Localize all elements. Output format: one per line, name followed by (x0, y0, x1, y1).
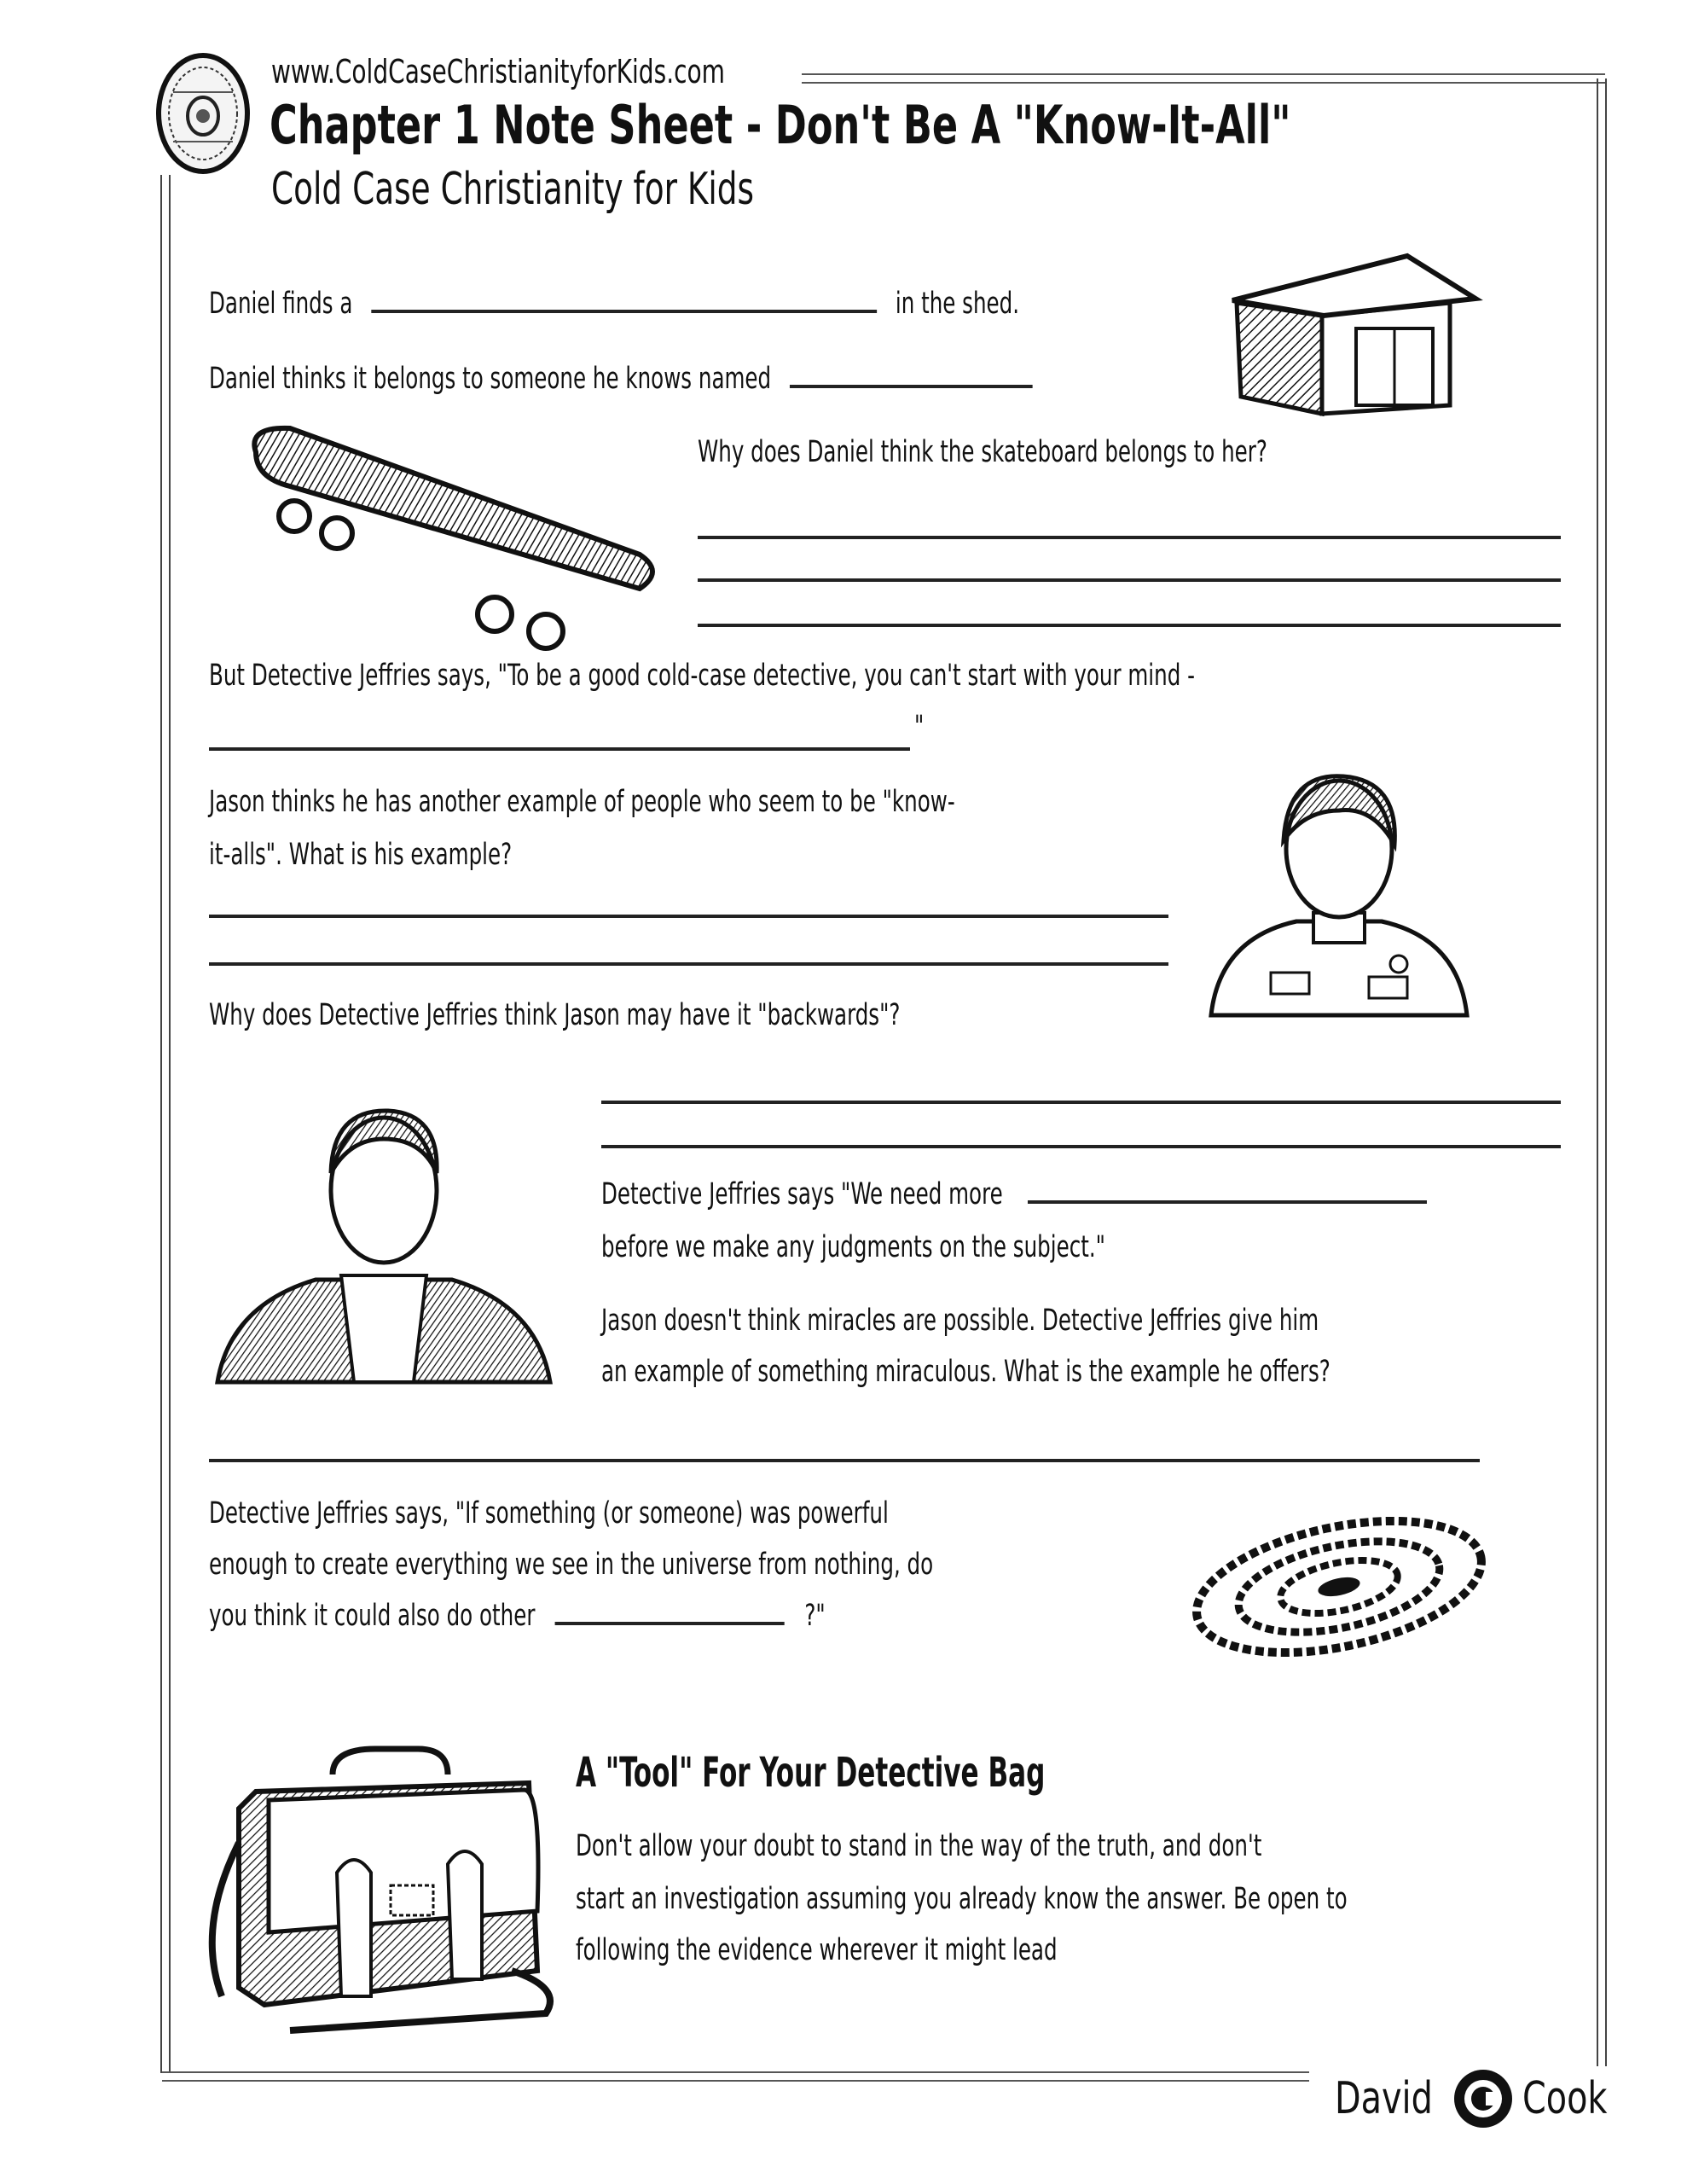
tool-text-line-2: start an investigation assuming you already know the answer. Be open to (576, 1882, 1348, 1916)
question-8-line-1: Jason doesn't think miracles are possible. Detective Jeffries give him (601, 1304, 1319, 1338)
question-9-line-2: enough to create everything we see in the universe from nothing, do (209, 1548, 934, 1582)
q3-answer-line-3[interactable] (698, 624, 1561, 627)
question-4: But Detective Jeffries says, "To be a good cold-case detective, you can't start with your mind - (209, 659, 1195, 693)
david-c-cook-logo-icon (1450, 2065, 1516, 2133)
q1-text-after: in the shed. (895, 287, 1020, 321)
q8-answer-line[interactable] (209, 1459, 1480, 1462)
detective-illustration (213, 1092, 554, 1391)
q4-close-quote: " (914, 710, 925, 744)
question-2 (209, 360, 1033, 398)
question-9-line-1: Detective Jeffries says, "If something (or someone) was powerful (209, 1496, 889, 1531)
q3-answer-line-2[interactable] (698, 578, 1561, 582)
question-1 (209, 285, 1019, 322)
question-5-line-2: it-alls". What is his example? (209, 838, 513, 872)
q2-answer-blank[interactable] (790, 385, 1033, 388)
question-7-line-1 (601, 1176, 1427, 1213)
skateboard-illustration (239, 418, 665, 657)
page-subtitle: Cold Case Christianity for Kids (271, 164, 755, 215)
q9-answer-blank[interactable] (555, 1622, 785, 1625)
frame-top (802, 73, 1605, 84)
question-3: Why does Daniel think the skateboard belongs to her? (698, 435, 1267, 469)
tool-text-line-3: following the evidence wherever it might lead (576, 1933, 1058, 1967)
website-url[interactable]: www.ColdCaseChristianityforKids.com (271, 53, 725, 90)
q7-answer-blank[interactable] (1028, 1200, 1427, 1204)
frame-left (160, 175, 171, 2073)
frame-right (1597, 78, 1607, 2066)
tool-text-line-1: Don't allow your doubt to stand in the way of the truth, and don't (576, 1829, 1262, 1863)
q2-text: Daniel thinks it belongs to someone he knows named (209, 362, 772, 396)
brand-name-left: David (1335, 2073, 1433, 2124)
q4-answer-blank[interactable] (209, 747, 910, 751)
galaxy-illustration (1186, 1519, 1493, 1655)
brand-name-right: Cook (1522, 2073, 1608, 2124)
q5-answer-line-1[interactable] (209, 915, 1168, 918)
q6-answer-line-1[interactable] (601, 1101, 1561, 1104)
q5-answer-line-2[interactable] (209, 962, 1168, 966)
satchel-illustration (205, 1715, 563, 2039)
frame-bottom (162, 2071, 1309, 2082)
q7-text: Detective Jeffries says "We need more (601, 1177, 1003, 1211)
question-8-line-2: an example of something miraculous. What is the example he offers? (601, 1355, 1330, 1389)
q3-answer-line-1[interactable] (698, 536, 1561, 539)
q1-text-before: Daniel finds a (209, 287, 353, 321)
question-7-line-2: before we make any judgments on the subject." (601, 1230, 1105, 1264)
q6-answer-line-2[interactable] (601, 1145, 1561, 1148)
q9-text-after: ?" (804, 1599, 826, 1633)
page-title: Chapter 1 Note Sheet - Don't Be A "Know-It-All" (270, 94, 1291, 156)
officer-illustration (1203, 759, 1475, 1024)
question-9-line-3 (209, 1597, 826, 1635)
detective-badge-icon (152, 49, 254, 177)
question-6: Why does Detective Jeffries think Jason may have it "backwards"? (209, 998, 901, 1032)
question-5-line-1: Jason thinks he has another example of people who seem to be "know- (209, 785, 955, 819)
tool-heading: A "Tool" For Your Detective Bag (576, 1749, 1046, 1797)
q1-answer-blank[interactable] (371, 310, 877, 313)
q9-text-before: you think it could also do other (209, 1599, 536, 1633)
shed-illustration (1228, 247, 1493, 418)
